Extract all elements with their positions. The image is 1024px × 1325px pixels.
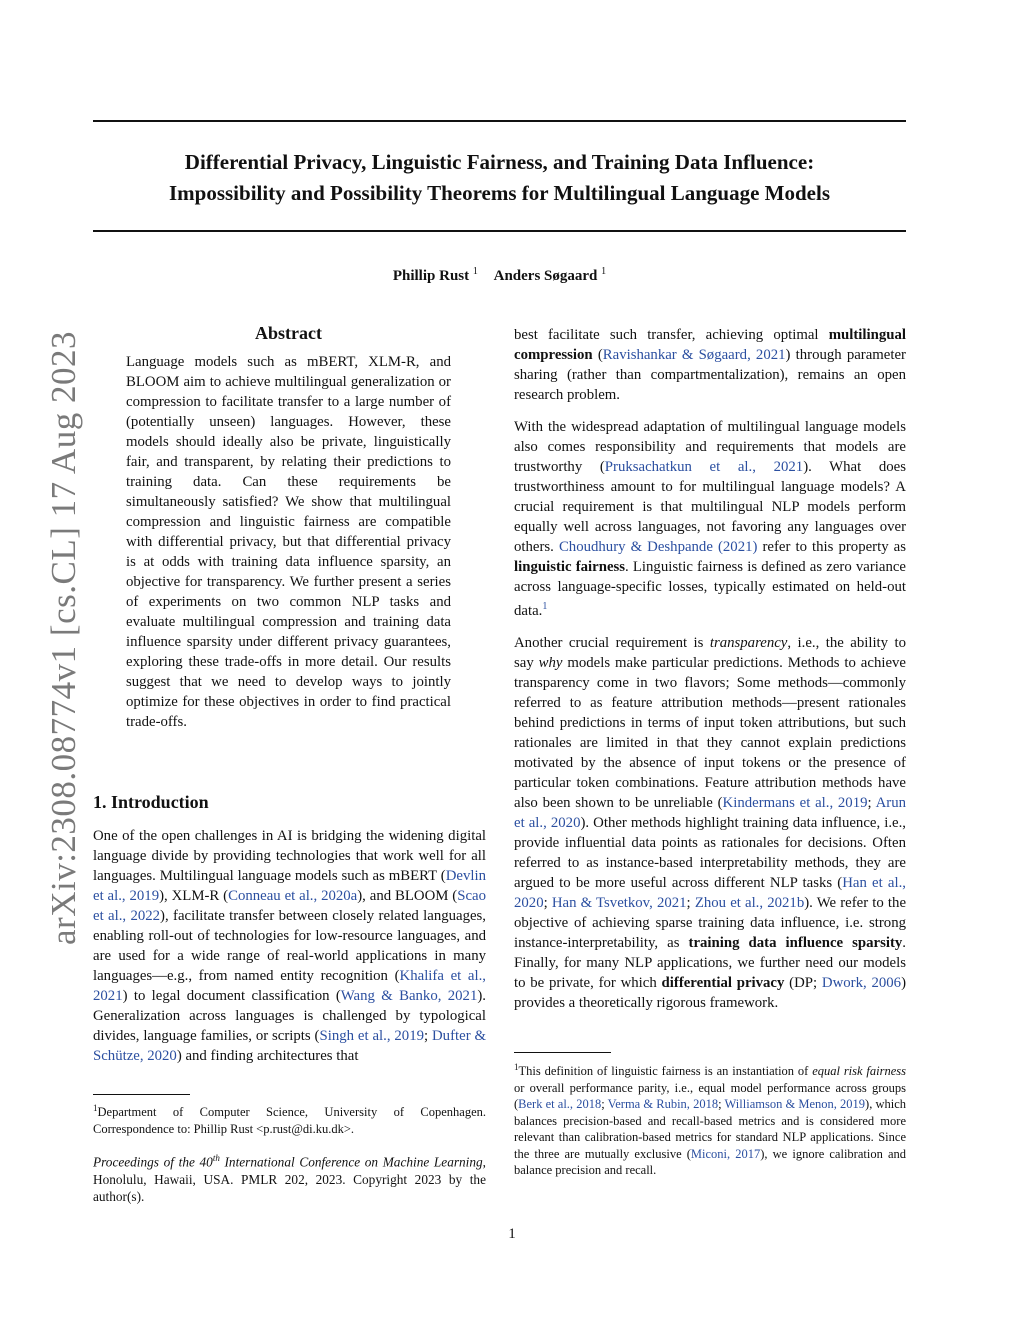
footnote-rule-right xyxy=(514,1052,611,1053)
citation-link[interactable]: Zhou et al., 2021b xyxy=(694,894,805,911)
title-bottom-rule xyxy=(93,230,906,232)
abstract-text: Language models such as mBERT, XLM-R, and BLOOM aim to achieve multilingual generalization or compression to facilitate transfer to a large number of (potentially unseen) languages. However, these models should ideally also be private, linguistically fair, and transparent, by relating their predictions to training data. Can these requirements be simultaneously satisfied? We show that multilingual compression and linguistic fairness are compatible with differential privacy, but that differential privacy is at odds with training data influence sparsity, an objective for transparency. We further present a series of experiments on two common NLP tasks and evaluate multilingual compression and training data influence sparsity under different privacy guarantees, exploring these trade-offs in more detail. Our results suggest that we need to develop ways to jointly optimize for these objectives in order to find practical trade-offs. xyxy=(126,354,451,730)
paper-title xyxy=(93,147,906,209)
paragraph: best facilitate such transfer, achieving optimal multilingual compression (Ravishankar & Søgaard, 2021) through parameter sharing (rather than compartmentalization), remains an open research problem. xyxy=(514,327,906,403)
affiliation-mark: 1 xyxy=(472,266,478,277)
arxiv-sidebar-stamp: arXiv:2308.08774v1 [cs.CL] 17 Aug 2023 xyxy=(44,331,83,945)
footnote-marker[interactable]: 1 xyxy=(542,601,548,612)
top-rule xyxy=(93,120,906,122)
affiliation-mark: 1 xyxy=(601,266,607,277)
paragraph: Another crucial requirement is transparency, i.e., the ability to say why models make particular predictions. Methods to achieve transparency come in two flavors; Some methods—commonly referred to as feature attribution methods—present rationales behind predictions in terms of input token attributions, but such rationales are limited in that they cannot explain predictions motivated by the absence of input tokens or the presence of particular token combinations. Feature attribution methods have also been shown to be unreliable (Kindermans et al., 2019; Arun et al., 2020). Other methods highlight training data influence, i.e., provide influential data points as rationales for decisions. Often referred to as instance-based interpretability methods, they are argued to be more useful across different NLP tasks (Han et al., 2020; Han & Tsvetkov, 2021; Zhou et al., 2021b). We refer to the objective of achieving sparse training data influence, i.e. strong instance-interpretability, as training data influence sparsity. Finally, for many NLP applications, we further need our models to be private, for which differential privacy (DP; Dwork, 2006) provides a theoretically rigorous framework. xyxy=(514,634,907,1011)
paragraph: One of the open challenges in AI is bridging the widening digital language divide by providing technologies that work well for all languages. Multilingual language models such as mBERT (Devlin et al., 2019), XLM-R (Conneau et al., 2020a), and BLOOM (Scao et al., 2022), facilitate transfer between closely related languages, enabling roll-out of technologies for low-resource languages, and are used for a wide range of real-world applications in many languages—e.g., from named entity recognition (Khalifa et al., 2021) to legal document classification (Wang & Banko, 2021). Generalization across languages is challenged by typological divides, language families, or scripts (Singh et al., 2019; Dufter & Schütze, 2020) and finding architectures that xyxy=(93,828,487,1064)
citation-link[interactable]: Scao et al., 2022 xyxy=(93,888,486,924)
author-list xyxy=(93,266,906,285)
citation-link[interactable]: Conneau et al., 2020a xyxy=(228,888,358,904)
citation-link[interactable]: Verma & Rubin, 2018 xyxy=(607,1097,719,1112)
citation-link[interactable]: Pruksachatkun et al., 2021 xyxy=(604,459,804,475)
footnote-mark: 1 xyxy=(514,1062,519,1072)
paragraph: With the widespread adaptation of multilingual language models also comes responsibility and requirements that models are trustworthy (Pruksachatkun et al., 2021). What does trustworthiness amount to for multilingual language models? A crucial requirement is that multilingual NLP models perform equally well across languages, not favoring any languages over others. Choudhury & Deshpande (2021) refer to this property as linguistic fairness. Linguistic fairness is defined as zero variance across language-specific losses, typically estimated on held-out data.$^1$ xyxy=(514,419,907,619)
citation-link[interactable]: Ravishankar & Søgaard, 2021 xyxy=(602,347,786,363)
introduction-body xyxy=(93,826,486,1078)
footnote-mark: 1 xyxy=(93,1103,98,1113)
abstract-section xyxy=(126,322,451,744)
citation-link[interactable]: Devlin et al., 2019 xyxy=(93,868,486,904)
citation-link[interactable]: Kindermans et al., 2019 xyxy=(722,794,868,811)
author: Anders Søgaard $^1$ xyxy=(493,266,607,284)
citation-link[interactable]: Singh et al., 2019 xyxy=(319,1028,424,1044)
citation-link[interactable]: Arun et al., 2020 xyxy=(514,794,906,831)
title-line-2: Impossibility and Possibility Theorems for Multilingual Language Models xyxy=(168,181,831,205)
page-number: 1 xyxy=(508,1226,516,1242)
citation-link[interactable]: Khalifa et al., 2021 xyxy=(93,968,486,1004)
citation-link[interactable]: Williamson & Menon, 2019 xyxy=(724,1097,866,1112)
citation-link[interactable]: Wang & Banko, 2021 xyxy=(340,988,478,1004)
citation-link[interactable]: Dwork, 2006 xyxy=(821,974,902,991)
citation-link[interactable]: Han et al., 2020 xyxy=(514,874,906,911)
citation-link[interactable]: Miconi, 2017 xyxy=(690,1146,761,1161)
citation-link[interactable]: Han & Tsvetkov, 2021 xyxy=(551,894,687,911)
citation-link[interactable]: Dufter & Schütze, 2020 xyxy=(93,1028,487,1064)
proceedings-note: Proceedings of the 40th International Conference on Machine Learning, Honolulu, Hawaii, USA. PMLR 202, 2023. Copyright 2023 by the author(s). xyxy=(93,1153,486,1205)
footnote-rule-left xyxy=(93,1094,190,1095)
section-heading-introduction: 1. Introduction xyxy=(93,792,209,812)
title-line-1: Differential Privacy, Linguistic Fairness, and Training Data Influence: xyxy=(184,150,815,174)
abstract-heading: Abstract xyxy=(255,323,322,343)
citation-link[interactable]: Berk et al., 2018 xyxy=(518,1097,602,1112)
right-column-body xyxy=(514,325,906,1025)
affiliation-footnote: $^1$Department of Computer Science, University of Copenhagen. Correspondence to: Phillip Rust <p.rust@di.ku.dk>. xyxy=(93,1103,486,1136)
fairness-footnote: $^1$This definition of linguistic fairness is an instantiation of equal risk fairness or overall performance parity, i.e., equal model performance across groups (Berk et al., 2018; Verma & Rubin, 2018; Williamson & Menon, 2019), which balances precision-based and recall-based metrics and is considered more relevant than calibration-based metrics for standard NLP applications. Since the three are mutually exclusive (Miconi, 2017), we ignore calibration and balance precision and recall. xyxy=(514,1062,907,1178)
author: Phillip Rust $^1$ xyxy=(392,266,478,284)
citation-link[interactable]: Choudhury & Deshpande (2021) xyxy=(558,539,758,555)
